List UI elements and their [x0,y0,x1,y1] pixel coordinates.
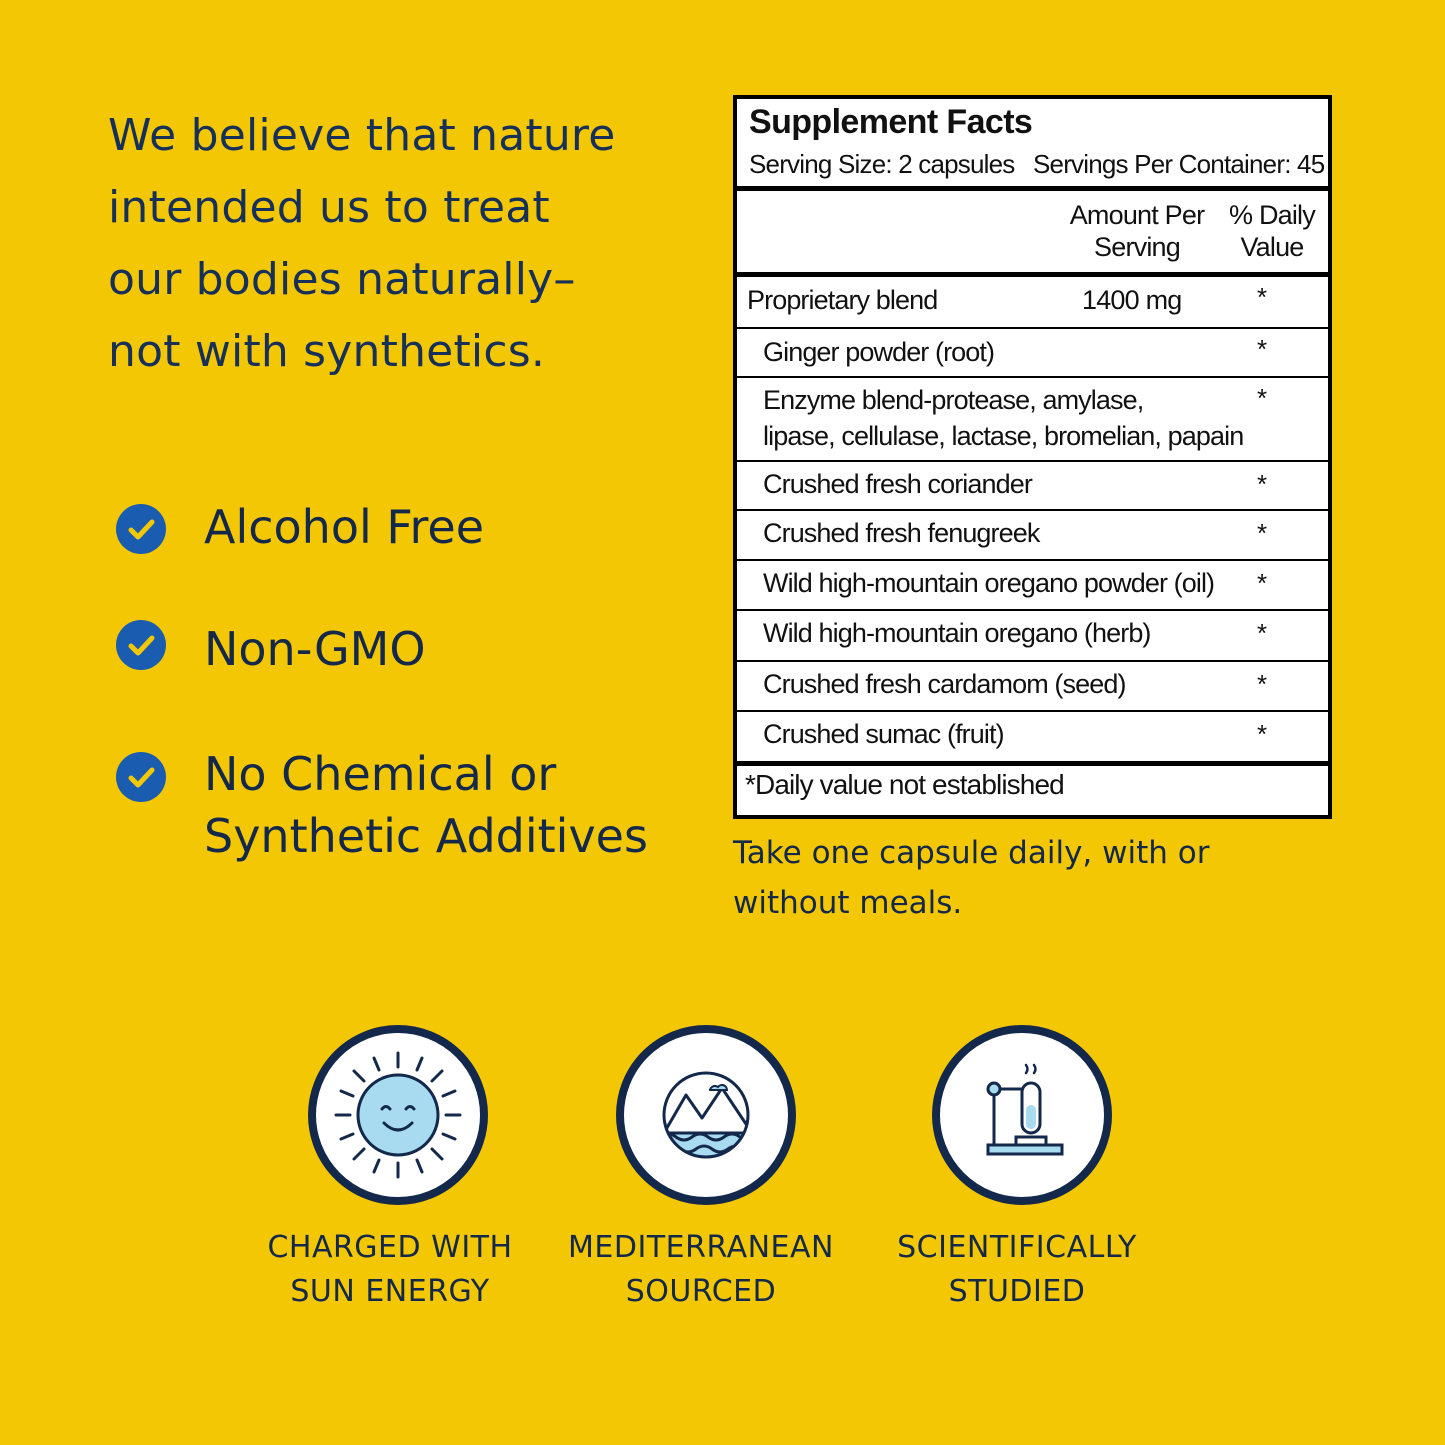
check-circle-icon [116,504,166,554]
serving-info [749,149,1325,180]
column-header-daily-value: % Daily Value [1229,200,1315,262]
tagline-line: We believe that nature [108,110,616,161]
claim-label: Alcohol Free [204,500,484,554]
supplement-facts-panel [733,95,1332,819]
smiling-sun-icon [316,1033,480,1197]
check-circle-icon [116,752,166,802]
badge-scientifically-studied [932,1025,1112,1205]
badge-circle [616,1025,796,1205]
test-tube-icon [940,1033,1104,1197]
mountains-sea-icon [624,1033,788,1197]
table-row: Crushed sumac (fruit) * [737,710,1328,761]
column-header-amount: Amount Per Serving [1069,200,1205,262]
badge-label: SCIENTIFICALLY STUDIED [897,1230,1137,1309]
table-row: Ginger powder (root) * [737,327,1328,378]
table-row: Wild high-mountain oregano (herb) * [737,609,1328,660]
tagline-line: our bodies naturally– [108,254,576,305]
facts-title: Supplement Facts [749,103,1033,141]
claim-label: Non-GMO [204,622,426,676]
directions-text: Take one capsule daily, with or without meals. [733,835,1210,921]
badge-label: CHARGED WITH SUN ENERGY [267,1230,513,1309]
tagline-line: not with synthetics. [108,326,546,377]
table-row: Wild high-mountain oregano powder (oil) * [737,559,1328,610]
claim-label: No Chemical or Synthetic Additives [204,747,648,863]
check-circle-icon [116,620,166,670]
badge-circle [932,1025,1112,1205]
table-row: Crushed fresh coriander * [737,460,1328,511]
badge-sun-energy [308,1025,488,1205]
table-row: Crushed fresh cardamom (seed) * [737,660,1328,711]
badge-label: MEDITERRANEAN SOURCED [568,1230,834,1309]
servings-per-container: Servings Per Container: 45 [1033,149,1325,179]
tagline-line: intended us to treat [108,182,550,233]
serving-size: Serving Size: 2 capsules [749,149,1015,179]
badge-mediterranean [616,1025,796,1205]
table-row: Proprietary blend 1400 mg * [747,282,1268,315]
divider [737,761,1328,766]
divider [737,186,1328,191]
table-row: Enzyme blend-protease, amylase, lipase, cellulase, lactase, bromelian, papain * [737,376,1328,461]
tagline [108,100,688,388]
table-row: Crushed fresh fenugreek * [737,509,1328,560]
badge-circle [308,1025,488,1205]
facts-footnote: *Daily value not established [745,769,1064,800]
